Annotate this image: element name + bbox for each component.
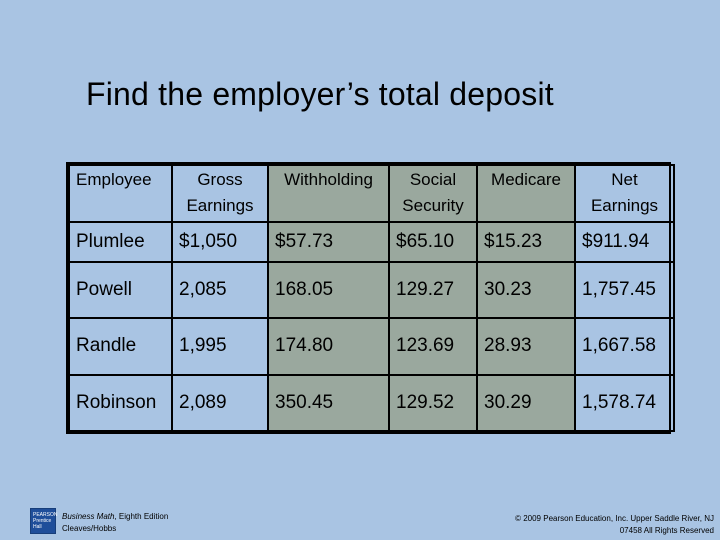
cell-withholding: $57.73 [268,222,389,262]
cell-medicare: 30.29 [477,375,575,431]
payroll-table [68,164,675,432]
footer-book-info [30,508,168,535]
cell-social-security: 129.52 [389,375,477,431]
cell-social-security: 123.69 [389,318,477,374]
cell-net-earnings: 1,757.45 [575,262,674,318]
header-withholding: Withholding [268,165,389,222]
header-employee: Employee [69,165,172,222]
pearson-logo: PEARSON Prentice Hall [30,508,56,534]
cell-net-earnings: 1,667.58 [575,318,674,374]
book-citation [62,511,168,535]
cell-social-security: 129.27 [389,262,477,318]
cell-net-earnings: 1,578.74 [575,375,674,431]
header-gross-earnings: Gross Earnings [172,165,268,222]
cell-employee: Randle [69,318,172,374]
cell-withholding: 174.80 [268,318,389,374]
cell-gross-earnings: 2,085 [172,262,268,318]
cell-medicare: $15.23 [477,222,575,262]
cell-gross-earnings: $1,050 [172,222,268,262]
footer-copyright [515,513,714,537]
header-net-earnings: Net Earnings [575,165,674,222]
copyright-line-1: © 2009 Pearson Education, Inc. Upper Saddle River, NJ [515,514,714,523]
cell-withholding: 168.05 [268,262,389,318]
cell-gross-earnings: 1,995 [172,318,268,374]
cell-medicare: 28.93 [477,318,575,374]
book-title: Business Math [62,512,115,521]
header-medicare: Medicare [477,165,575,222]
cell-employee: Robinson [69,375,172,431]
table-row [69,262,674,318]
payroll-table-container [66,162,671,434]
cell-medicare: 30.23 [477,262,575,318]
table-row [69,375,674,431]
cell-gross-earnings: 2,089 [172,375,268,431]
header-social-security: Social Security [389,165,477,222]
cell-withholding: 350.45 [268,375,389,431]
copyright-line-2: 07458 All Rights Reserved [619,526,714,535]
slide-title: Find the employer’s total deposit [86,76,554,112]
cell-employee: Powell [69,262,172,318]
table-row [69,222,674,262]
cell-employee: Plumlee [69,222,172,262]
cell-social-security: $65.10 [389,222,477,262]
table-header-row [69,165,674,222]
book-edition: , Eighth Edition [114,512,169,521]
book-authors: Cleaves/Hobbs [62,524,117,533]
table-row [69,318,674,374]
cell-net-earnings: $911.94 [575,222,674,262]
